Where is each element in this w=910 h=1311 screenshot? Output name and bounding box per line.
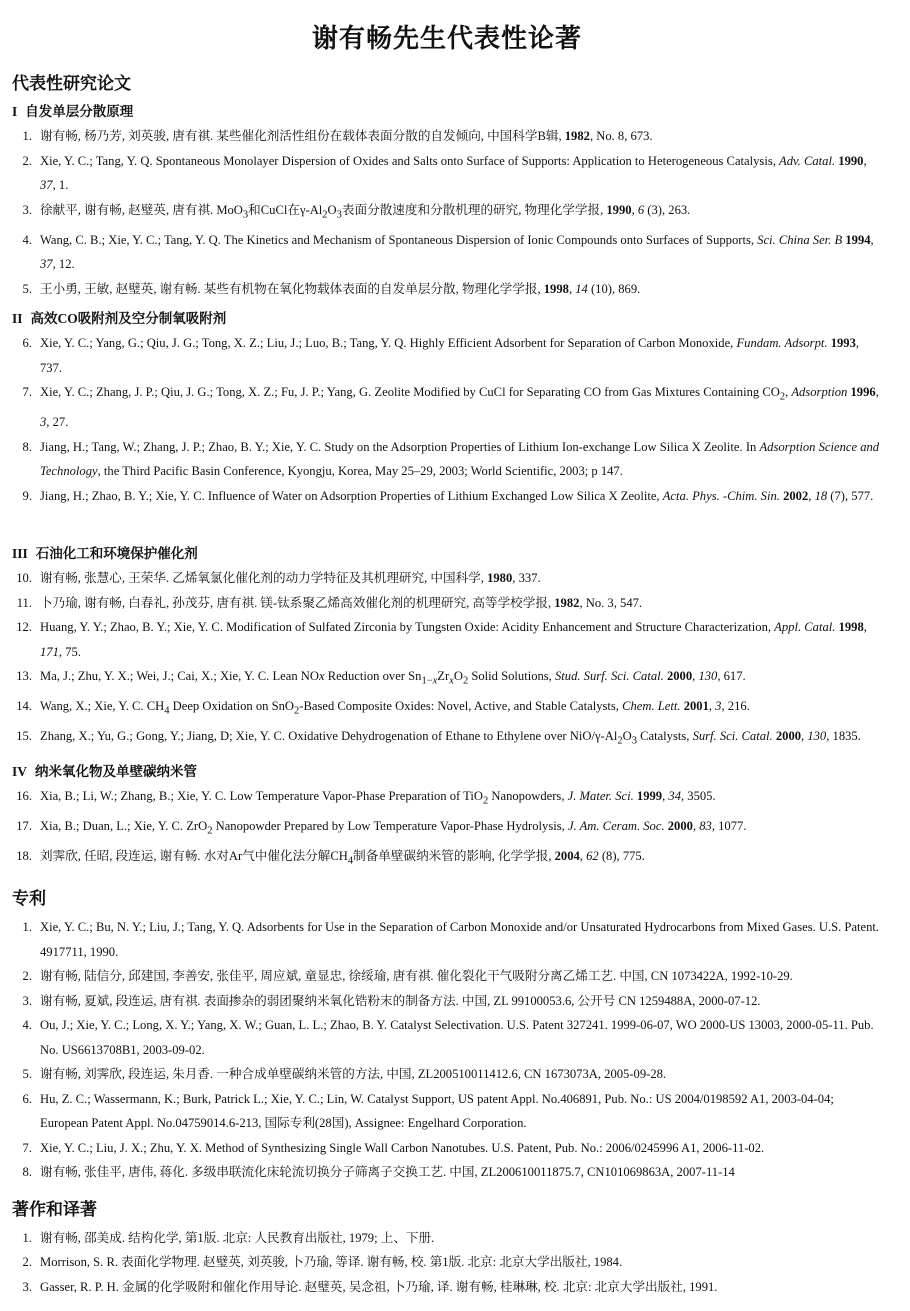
reference-item (12, 844, 882, 874)
item-text: 徐献平, 谢有畅, 赵璧英, 唐有祺. MoO$_3$和CuCl在$\gamma-Al_2O_3$表面分散速度和分散机理的研究, 物理化学学报, 1990, 6 (3), 263. (40, 202, 691, 221)
item-text: 卜乃瑜, 谢有畅, 白春礼, 孙茂芬, 唐有祺. 镁-钛系聚乙烯高效催化剂的机理研究, 高等学校学报, 1982, No. 3, 547. (40, 595, 643, 610)
reference-item (12, 615, 882, 664)
item-number: 8. (22, 1165, 32, 1180)
section-title: 自发单层分散原理 (25, 104, 134, 119)
item-number: 3. (22, 993, 32, 1008)
item-text: Wang, C. B.; Xie, Y. C.; Tang, Y. Q. The Kinetics and Mechanism of Spontaneous Dispersion of Ionic Compounds onto Surfaces of Supports, Sci. China Ser. B 1994, 37, 12. (40, 232, 874, 272)
item-text: Xie, Y. C.; Bu, N. Y.; Liu, J.; Tang, Y. Q. Adsorbents for Use in the Separation of Carbon Monoxide and/or Unsaturated Hydrocarbons from Mixed Gases. U.S. Patent. 4917711, 1990. (40, 920, 880, 959)
section-heading (12, 100, 882, 120)
item-number: 15. (16, 729, 32, 744)
item-text: 谢有畅, 邵美成. 结构化学, 第1版. 北京: 人民教育出版社, 1979; 上、下册. (40, 1230, 435, 1245)
reference-item (12, 694, 882, 724)
item-text: Morrison, S. R. 表面化学物理. 赵璧英, 刘英骏, 卜乃瑜, 等译. 谢有畅, 校. 第1版. 北京: 北京大学出版社, 1984. (40, 1255, 623, 1270)
item-text: Ou, J.; Xie, Y. C.; Long, X. Y.; Yang, X. W.; Guan, L. L.; Zhao, B. Y. Catalyst Selectivation. U.S. Patent 327241. 1999-06-07, WO 2000-US 13003, 2000-05-11. Pub. No. US6613708B1, 2003-09-02. (40, 1018, 874, 1057)
section-heading (12, 307, 882, 327)
item-text: Xie, Y. C.; Zhang, J. P.; Qiu, J. G.; Tong, X. Z.; Fu, J. P.; Yang, G. Zeolite Modified by CuCl for Separating CO from Gas Mixtures Containing $CO_2$, Adsorption 1996, 3, 27. (40, 385, 879, 430)
item-number: 3. (22, 202, 32, 217)
reference-item (12, 149, 882, 198)
section-title: 石油化工和环境保护催化剂 (35, 546, 198, 562)
item-text: 刘霁欣, 任昭, 段连运, 谢有畅. 水对Ar气中催化法分解$CH_4$制备单壁碳纳米管的影响, 化学学报, 2004, 62 (8), 775. (40, 849, 645, 867)
reference-item (12, 380, 882, 435)
item-number: 16. (16, 789, 32, 804)
section-4 (12, 760, 882, 874)
item-number: 6. (22, 336, 32, 351)
item-number: 8. (22, 439, 32, 454)
item-number: 5. (22, 281, 32, 296)
reference-item (12, 964, 882, 989)
reference-item (12, 566, 882, 591)
item-number: 13. (16, 669, 32, 684)
reference-item (12, 989, 882, 1014)
item-text: 谢有畅, 夏斌, 段连运, 唐有祺. 表面掺杂的弱团聚纳米氧化锆粉末的制备方法. 中国, ZL 99100053.6, 公开号 CN 1259488A, 2000-07-12. (40, 993, 761, 1008)
item-text: Xie, Y. C.; Yang, G.; Qiu, J. G.; Tong, X. Z.; Liu, J.; Luo, B.; Tang, Y. Q. Highly Efficient Adsorbent for Separation of Carbon Monoxide, Fundam. Adsorpt. 1993, 737. (40, 336, 860, 375)
reference-item (12, 1275, 882, 1300)
item-number: 18. (16, 849, 32, 864)
section-roman: IV (12, 764, 28, 780)
item-number: 2. (22, 1255, 32, 1270)
section-items (12, 124, 882, 301)
item-number: 4. (22, 1018, 32, 1033)
section-heading (12, 542, 882, 562)
item-text: Wang, X.; Xie, Y. C. $CH_4$ Deep Oxidation on SnO$_2$-Based Composite Oxides: Novel, Active, and Stable Catalysts, Chem. Lett. 2001, 3, 216. (40, 699, 750, 717)
item-number: 2. (22, 153, 32, 168)
reference-item (12, 1160, 882, 1185)
item-number: 9. (22, 488, 32, 503)
section-roman: III (12, 546, 28, 562)
reference-item (12, 198, 882, 228)
books-heading: 著作和译著 (12, 1199, 97, 1219)
item-number: 14. (16, 699, 32, 714)
spacer (12, 508, 882, 536)
item-text: Jiang, H.; Zhao, B. Y.; Xie, Y. C. Influence of Water on Adsorption Properties of Lithium Exchanged Low Silica X Zeolite, Acta. Phys. -Chim. Sin. 2002, 18 (7), 577. (40, 488, 874, 503)
section-3 (12, 542, 882, 754)
section-heading (12, 760, 882, 780)
reference-item (12, 814, 882, 844)
papers-heading: 代表性研究论文 (12, 74, 131, 93)
reference-item (12, 331, 882, 380)
item-text: Xia, B.; Li, W.; Zhang, B.; Xie, Y. C. Low Temperature Vapor-Phase Preparation of TiO$_2$ Nanopowders, J. Mater. Sci. 1999, 34, 3505. (40, 789, 716, 807)
item-text: 谢有畅, 张慧心, 王荣华. 乙烯氧氯化催化剂的动力学特征及其机理研究, 中国科学, 1980, 337. (40, 571, 541, 586)
item-number: 10. (16, 571, 32, 586)
reference-item (12, 784, 882, 814)
reference-item (12, 591, 882, 616)
item-text: 谢有畅, 刘霁欣, 段连运, 朱月香. 一种合成单壁碳纳米管的方法, 中国, ZL200510011412.6, CN 1673073A, 2005-09-28. (40, 1067, 667, 1082)
reference-item (12, 724, 882, 754)
reference-item (12, 1087, 882, 1136)
reference-item (12, 1226, 882, 1251)
section-items (12, 331, 882, 508)
item-number: 1. (22, 920, 32, 935)
reference-item (12, 1250, 882, 1275)
item-number: 6. (22, 1091, 32, 1106)
reference-item (12, 1013, 882, 1062)
item-text: Ma, J.; Zhu, Y. X.; Wei, J.; Cai, X.; Xie, Y. C. Lean NOx Reduction over $Sn_{1-x}Zr_xO_2$ Solid Solutions, Stud. Surf. Sci. Catal. 2000, 130, 617. (40, 669, 746, 687)
item-number: 1. (22, 1230, 32, 1245)
item-number: 7. (22, 1140, 32, 1155)
reference-item (12, 1062, 882, 1087)
section-roman: II (12, 311, 23, 327)
item-number: 7. (22, 385, 32, 400)
books-list (12, 1226, 882, 1300)
item-text: 王小勇, 王敏, 赵璧英, 谢有畅. 某些有机物在氧化物载体表面的自发单层分散, 物理化学学报, 1998, 14 (10), 869. (40, 281, 641, 296)
page-title: 谢有畅先生代表性论著 (311, 24, 582, 53)
item-number: 11. (16, 595, 32, 610)
reference-item (12, 435, 882, 484)
section-items (12, 784, 882, 874)
section-roman: I (12, 104, 18, 119)
reference-item (12, 1136, 882, 1161)
item-text: Xia, B.; Duan, L.; Xie, Y. C. ZrO$_2$ Nanopowder Prepared by Low Temperature Vapor-Phase Hydrolysis, J. Am. Ceram. Soc. 2000, 83, 1077. (40, 819, 747, 837)
item-number: 2. (22, 969, 32, 984)
section-title: 纳米氧化物及单壁碳纳米管 (35, 764, 198, 780)
section-2 (12, 307, 882, 508)
reference-item (12, 228, 882, 277)
reference-item (12, 664, 882, 694)
item-text: 谢有畅, 杨乃芳, 刘英骏, 唐有祺. 某些催化剂活性组份在载体表面分散的自发倾向, 中国科学B辑, 1982, No. 8, 673. (40, 129, 653, 143)
patents-heading: 专利 (12, 889, 46, 909)
item-text: 谢有畅, 陆信分, 邱建国, 李善安, 张佳平, 周应斌, 童显忠, 徐绥瑜, 唐有祺. 催化裂化干气吸附分离乙烯工艺. 中国, CN 1073422A, 1992-10-29. (40, 969, 793, 984)
item-text: Gasser, R. P. H. 金属的化学吸附和催化作用导论. 赵璧英, 吴念祖, 卜乃瑜, 译. 谢有畅, 桂琳琳, 校. 北京: 北京大学出版社, 1991. (40, 1279, 718, 1294)
section-items (12, 566, 882, 754)
item-text: Zhang, X.; Yu, G.; Gong, Y.; Jiang, D; Xie, Y. C. Oxidative Dehydrogenation of Ethane to Ethylene over NiO/$\gamma-Al_2O_3$ Catalysts, Surf. Sci. Catal. 2000, 130, 1835. (40, 729, 861, 747)
item-text: 谢有畅, 张佳平, 唐伟, 蒋化. 多级串联流化床轮流切换分子筛离子交换工艺. 中国, ZL200610011875.7, CN101069863A, 2007-11-14 (40, 1165, 735, 1180)
section-1 (12, 100, 882, 301)
item-number: 17. (16, 819, 32, 834)
patents-list (12, 915, 882, 1185)
item-number: 5. (22, 1067, 32, 1082)
item-text: Xie, Y. C.; Tang, Y. Q. Spontaneous Monolayer Dispersion of Oxides and Salts onto Surface of Supports: Application to Heterogeneous Catalysis, Adv. Catal. 1990, 37, 1. (40, 153, 867, 192)
reference-item (12, 484, 882, 509)
reference-item (12, 124, 882, 149)
item-number: 1. (22, 129, 32, 143)
item-text: Jiang, H.; Tang, W.; Zhang, J. P.; Zhao, B. Y.; Xie, Y. C. Study on the Adsorption Properties of Lithium Ion-exchange Low Silica X Zeolite. In Adsorption Science and Technology, the Third Pacific Basin Conference, Kyongju, Korea, May 25–29, 2003; World Scientific, 2003; p 147. (40, 439, 880, 479)
item-text: Hu, Z. C.; Wassermann, K.; Burk, Patrick L.; Xie, Y. C.; Lin, W. Catalyst Support, US patent Appl. No.406891, Pub. No.: US 2004/0198592 A1, 2003-04-04; European Patent Appl. No.04759014.6-213, 国际专利(28国), Assignee: Engelhard Corporation. (40, 1091, 834, 1131)
item-text: Huang, Y. Y.; Zhao, B. Y.; Xie, Y. C. Modification of Sulfated Zirconia by Tungsten Oxide: Acidity Enhancement and Structure Characterization, Appl. Catal. 1998, 171, 75. (40, 620, 867, 659)
reference-item (12, 277, 882, 302)
item-text: Xie, Y. C.; Liu, J. X.; Zhu, Y. X. Method of Synthesizing Single Wall Carbon Nanotubes. U.S. Patent, Pub. No.: 2006/0245996 A1, 2006-11-02. (40, 1140, 765, 1155)
item-number: 3. (22, 1279, 32, 1294)
item-number: 12. (16, 620, 32, 635)
reference-item (12, 915, 882, 964)
spacer (12, 874, 882, 878)
section-title: 高效CO吸附剂及空分制氧吸附剂 (30, 311, 227, 327)
spacer (12, 1185, 882, 1189)
item-number: 4. (22, 232, 32, 247)
